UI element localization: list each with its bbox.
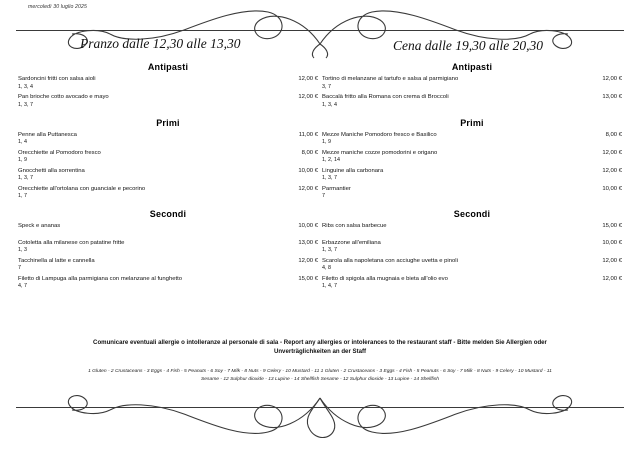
dish-name: Filetto di Lampuga alla parmigiana con melanzane al funghetto [18, 275, 183, 282]
menu-item [322, 76, 622, 91]
menu-item [322, 94, 622, 109]
bottom-flourish-ornament [14, 388, 626, 450]
dish-price: 8,00 € [605, 131, 622, 138]
dish-price: 13,00 € [298, 239, 318, 246]
dish-price: 12,00 € [602, 275, 622, 282]
dish-name: Cotoletta alla milanese con patatine fritte [18, 239, 125, 246]
dish-allergens: 1, 3, 4 [18, 83, 33, 90]
menu-item [18, 223, 318, 236]
bottom-divider-line [16, 407, 624, 408]
dish-price: 11,00 € [298, 131, 318, 138]
allergy-notice-line-2: Unverträglichkeiten an der Staff [273, 348, 367, 355]
dish-name: Mezze maniche cozze pomodorini e origano [322, 149, 438, 156]
date-label: mercoledì 30 luglio 2025 [28, 4, 87, 10]
allergen-legend-line-1: 1 Gluten - 2 Crustaceans - 3 Eggs - 4 Fish - 5 Peanuts - 6 Soy - 7 Milk - 8 Nuts - 9 Celery - 10 Mustard - 11 1 Gluten - 2 Crustaceans - 3 Eggs - 4 Fish - 5 Peanuts - 6 Soy - 7 Milk - 8 Nuts - 9 Celery - 10 Mustard - 11 [88, 369, 552, 374]
dish-name: Gnocchetti alla sorrentina [18, 167, 85, 174]
dish-price: 15,00 € [298, 275, 318, 282]
dish-allergens: 7 [18, 265, 21, 271]
dish-name: Scarola alla napoletana con acciughe uvetta e pinoli [322, 257, 458, 264]
dish-allergens: 1, 9 [322, 139, 331, 145]
dish-allergens: 1, 4, 7 [322, 283, 337, 289]
menu-item [322, 240, 622, 255]
dish-name: Baccalà fritto alla Romana con crema di Broccoli [322, 94, 449, 100]
dish-allergens: 1, 3, 7 [18, 101, 33, 108]
dish-allergens: 3, 7 [322, 83, 331, 90]
section-heading-primi-dinner: Primi [460, 117, 484, 128]
menu-item [18, 240, 318, 255]
dish-allergens: 7 [322, 193, 325, 199]
menu-item [18, 94, 318, 109]
dish-price: 15,00 € [602, 223, 622, 229]
service-times [0, 36, 640, 58]
menu-item [322, 186, 622, 201]
dish-price: 12,00 € [298, 94, 318, 100]
dish-allergens: 1, 2, 14 [322, 157, 340, 163]
menu-item [18, 76, 318, 91]
dish-allergens: 4, 7 [18, 283, 27, 289]
menu-item [18, 150, 318, 165]
dish-price: 12,00 € [298, 257, 318, 264]
allergy-notice-line-1: Comunicare eventuali allergie o intolleranze al personale di sala - Report any allergies or intolerances to the restaurant staff - Bitte melden Sie Allergien oder [93, 339, 547, 346]
dish-price: 13,00 € [602, 94, 622, 100]
lunch-menu-column [18, 62, 318, 294]
menu-item [322, 168, 622, 183]
menu-item [322, 258, 622, 273]
dish-name: Filetto di spigola alla mugnaia e bieta all'olio evo [322, 275, 448, 282]
dish-allergens: 1, 3, 7 [322, 247, 337, 253]
dish-name: Sardoncini fritti con salsa aioli [18, 76, 96, 82]
menu-item [18, 276, 318, 291]
dish-name: Pan brioche cotto avocado e mayo [18, 94, 109, 100]
dinner-menu-column [322, 62, 622, 294]
dish-allergens: 1, 9 [18, 157, 27, 163]
dish-allergens: 1, 3, 4 [322, 101, 337, 108]
dish-name: Mezze Maniche Pomodoro fresco e Basilico [322, 131, 437, 138]
dish-allergens: 1, 3, 7 [322, 175, 337, 181]
dish-price: 12,00 € [298, 76, 318, 82]
dish-name: Parmantier [322, 185, 351, 192]
menu-item [18, 132, 318, 147]
dish-price: 12,00 € [602, 167, 622, 174]
section-heading-antipasti-dinner: Antipasti [451, 62, 493, 72]
lunch-service-title: Pranzo dalle 12,30 alle 13,30 [80, 36, 241, 51]
dish-price: 10,00 € [602, 239, 622, 246]
section-heading-antipasti-lunch: Antipasti [147, 62, 189, 72]
dish-allergens: 1, 7 [18, 193, 27, 199]
dish-allergens: 1, 3, 7 [18, 175, 33, 181]
dish-name: Speck e ananas [18, 223, 61, 229]
allergy-notice [0, 338, 640, 356]
allergen-legend-line-2: Sesame - 12 Sulphur dioxide - 13 Lupine - 14 Shellfish Sesame - 12 Sulphur dioxide - 13 Lupine - 14 Shellfish [201, 376, 439, 382]
dish-price: 10,00 € [298, 223, 318, 229]
dish-name: Tacchinella al latte e cannella [18, 257, 95, 264]
dish-name: Orecchiette all'ortolana con guanciale e pecorino [18, 185, 146, 192]
dish-name: Ribs con salsa barbecue [322, 223, 387, 229]
menu-item [322, 132, 622, 147]
menu-item [322, 150, 622, 165]
dish-price: 10,00 € [298, 167, 318, 174]
dish-price: 12,00 € [298, 185, 318, 192]
menu-item [322, 276, 622, 291]
dish-price: 10,00 € [602, 185, 622, 192]
dish-name: Tortino di melanzane al tartufo e salsa al parmigiano [322, 76, 459, 82]
dish-name: Orecchiette al Pomodoro fresco [18, 149, 101, 156]
section-heading-primi-lunch: Primi [156, 117, 180, 128]
dish-allergens: 1, 3 [18, 247, 27, 253]
dinner-service-title: Cena dalle 19,30 alle 20,30 [393, 38, 543, 53]
dish-price: 12,00 € [602, 149, 622, 156]
allergen-legend [0, 368, 640, 383]
dish-price: 12,00 € [602, 76, 622, 82]
menu-item [322, 223, 622, 236]
top-divider-line [16, 30, 624, 31]
dish-price: 8,00 € [301, 149, 318, 156]
dish-allergens: 4, 8 [322, 265, 331, 271]
dish-name: Linguine alla carbonara [322, 167, 384, 174]
menu-item [18, 186, 318, 201]
dish-name: Erbazzone all'emiliana [322, 239, 381, 246]
section-heading-secondi-lunch: Secondi [149, 209, 187, 219]
dish-allergens: 1, 4 [18, 139, 27, 145]
dish-name: Penne alla Puttanesca [18, 131, 77, 138]
section-heading-secondi-dinner: Secondi [453, 209, 491, 219]
menu-item [18, 258, 318, 273]
dish-price: 12,00 € [602, 257, 622, 264]
menu-item [18, 168, 318, 183]
